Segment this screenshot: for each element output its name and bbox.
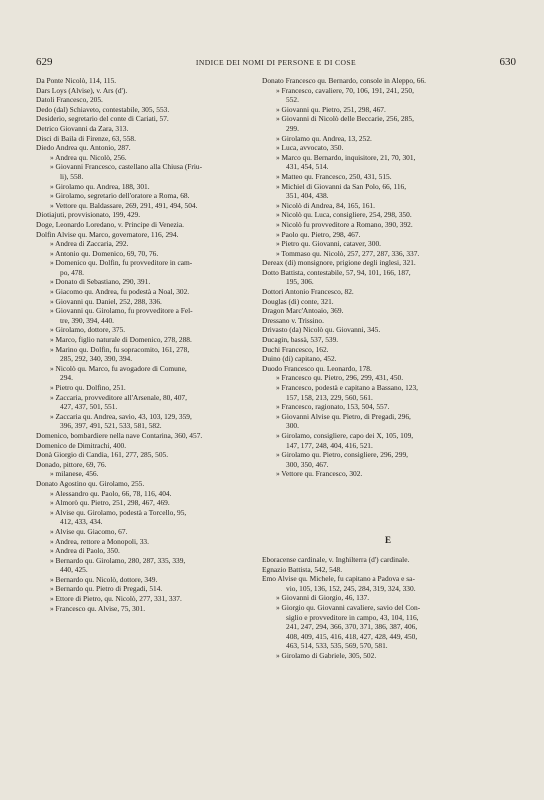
section-letter: E: [384, 535, 391, 545]
index-subentry: » Pietro qu. Dolfino, 251.: [50, 383, 126, 392]
index-continuation: 300.: [286, 421, 299, 431]
index-subentry: » Francesco qu. Pietro, 296, 299, 431, 450.: [276, 373, 404, 383]
index-subentry: » Girolamo, dottore, 375.: [50, 325, 126, 335]
index-continuation: vio, 105, 136, 152, 245, 284, 319, 324, 330.: [286, 583, 416, 593]
index-subentry: » Zaccaria, provveditore all'Arsenale, 80, 407,: [50, 392, 187, 402]
index-entry: Dotto Battista, contestabile, 57, 94, 101, 166, 187,: [262, 267, 411, 277]
index-entry: Dragon Marc'Antoaio, 369.: [262, 306, 344, 316]
index-subentry: » Marco qu. Bernardo, inquisitore, 21, 70, 301,: [276, 152, 416, 162]
index-subentry: » Girolamo qu. Andrea, 188, 301.: [50, 181, 150, 191]
index-continuation: 351, 404, 438.: [286, 191, 329, 201]
index-subentry: » Girolamo, consigliere, capo dei X, 105, 109,: [276, 430, 414, 440]
index-subentry: » Vettore qu. Francesco, 302.: [276, 469, 363, 479]
index-continuation: tre, 390, 394, 440.: [60, 315, 114, 325]
index-subentry: » Giovanni qu. Girolamo, fu provveditore a Fel-: [50, 306, 193, 316]
index-subentry: » Matteo qu. Francesco, 250, 431, 515.: [276, 171, 392, 181]
index-subentry: » Andrea di Zaccaria, 292.: [50, 239, 129, 249]
index-continuation: 408, 409, 415, 416, 418, 427, 428, 449, 450,: [286, 631, 418, 641]
index-subentry: » Alvise qu. Girolamo, podestà a Torcello, 95,: [50, 507, 187, 517]
index-entry: Domenico de Dimitrachi, 400.: [36, 440, 127, 450]
index-subentry: » Vettore qu. Baldassare, 269, 291, 491, 494, 504.: [50, 200, 198, 210]
page-header: [36, 56, 516, 70]
index-subentry: » Giacomo qu. Andrea, fu podestà a Noal, 302.: [50, 287, 190, 297]
index-entry: Diotiajuti, provvisionato, 199, 429.: [36, 210, 141, 220]
index-entry: Domenico, bombardiere nella nave Contarina, 360, 457.: [36, 430, 203, 440]
index-subentry: » Giovanni qu. Pietro, 251, 298, 467.: [276, 104, 386, 114]
index-subentry: » Nicolò fu provveditore a Romano, 390, 392.: [276, 219, 413, 229]
index-entry: Donato Francesco qu. Bernardo, console in Aleppo, 66.: [262, 76, 426, 85]
index-subentry: » Bernardo qu. Nicolò, dottore, 349.: [50, 574, 158, 584]
index-entry: Duodo Francesco qu. Leonardo, 178.: [262, 363, 372, 373]
index-continuation: 427, 437, 501, 551.: [60, 402, 118, 412]
index-subentry: » Girolamo di Gabriele, 305, 502.: [276, 650, 377, 660]
index-subentry: » Giovanni di Nicolò delle Beccarie, 256, 285,: [276, 114, 414, 124]
index-subentry: » Alvise qu. Giacomo, 67.: [50, 526, 128, 536]
index-entry: Donà Giorgio di Candia, 161, 277, 285, 505.: [36, 450, 169, 460]
index-entry: Dolfin Alvise qu. Marco, governatore, 116, 294.: [36, 229, 179, 239]
index-entry: Doge, Leonardo Loredano, v. Principe di Venezia.: [36, 219, 184, 229]
index-continuation: li), 558.: [60, 171, 84, 181]
index-entry: Dressano v. Trissino.: [262, 315, 324, 325]
right-index-column: [262, 76, 514, 479]
index-continuation: 294.: [60, 373, 73, 383]
index-subentry: » Marino qu. Dolfin, fu sopracomito, 161, 278,: [50, 344, 190, 354]
index-entry: Disci di Baila di Firenze, 63, 558.: [36, 133, 136, 143]
index-entry: Douglas (di) conte, 321.: [262, 296, 334, 306]
index-subentry: » Ettore di Pietro, qu. Nicolò, 277, 331, 337.: [50, 594, 182, 604]
index-subentry: » Giovanni di Giorgio, 46, 137.: [276, 593, 370, 603]
index-subentry: » Donato di Sebastiano, 290, 391.: [50, 277, 151, 287]
index-subentry: » Francesco qu. Alvise, 75, 301.: [50, 603, 146, 613]
index-subentry: » Francesco, podestà e capitano a Bassano, 123,: [276, 383, 419, 392]
index-entry: Emo Alvise qu. Michele, fu capitano a Padova e sa-: [262, 574, 415, 584]
index-continuation: 299.: [286, 123, 299, 133]
index-continuation: 300, 350, 467.: [286, 459, 329, 469]
index-continuation: 195, 306.: [286, 277, 314, 287]
index-continuation: 440, 425.: [60, 565, 88, 575]
index-continuation: 147, 177, 248, 404, 416, 521.: [286, 440, 373, 450]
index-subentry: » Antonio qu. Domenico, 69, 70, 76.: [50, 248, 159, 258]
index-subentry: » Giovanni Alvise qu. Pietro, di Pregadi, 296,: [276, 411, 411, 421]
index-subentry: » Zaccaria qu. Andrea, savio, 43, 103, 129, 359,: [50, 411, 192, 421]
index-subentry: » Francesco, cavaliere, 70, 106, 191, 241, 250,: [276, 85, 414, 95]
index-subentry: » Marco, figlio naturale di Domenico, 278, 288.: [50, 335, 192, 345]
index-subentry: » Francesco, ragionato, 153, 504, 557.: [276, 402, 390, 412]
index-subentry: » Nicolò qu. Marco, fu avogadore di Comune,: [50, 363, 187, 373]
index-subentry: » Andrea, rettore a Monopoli, 33.: [50, 536, 149, 546]
index-subentry: » Nicolò qu. Luca, consigliere, 254, 298, 350.: [276, 210, 412, 220]
index-subentry: » Andrea di Paolo, 350.: [50, 546, 120, 556]
index-entry: Eboracense cardinale, v. Inghilterra (d') cardinale.: [262, 555, 410, 564]
index-subentry: » Giorgio qu. Giovanni cavaliere, savio del Con-: [276, 602, 421, 612]
index-continuation: 285, 292, 340, 390, 394.: [60, 354, 133, 364]
index-continuation: 431, 454, 514.: [286, 162, 329, 172]
index-subentry: » Girolamo qu. Andrea, 13, 252.: [276, 133, 372, 143]
index-continuation: 396, 397, 491, 521, 533, 581, 582.: [60, 421, 162, 431]
index-subentry: » Andrea qu. Nicolò, 256.: [50, 152, 127, 162]
index-entry: Dottori Antonio Francesco, 82.: [262, 287, 354, 297]
index-entry: Desiderio, segretario del conte di Cariati, 57.: [36, 114, 169, 124]
index-continuation: 463, 514, 533, 535, 569, 570, 581.: [286, 641, 388, 651]
index-subentry: » Girolamo, segretario dell'oratore a Roma, 68.: [50, 191, 190, 201]
index-entry: Dars Loys (Alvise), v. Ars (d').: [36, 85, 128, 95]
index-entry: Dereax (di) monsignore, prigione degli inglesi, 321.: [262, 258, 416, 268]
index-entry: Dedo (dal) Schiaveto, contestabile, 305, 553.: [36, 104, 170, 114]
left-index-column: [36, 76, 254, 613]
index-entry: Ducagin, bassà, 537, 539.: [262, 335, 339, 345]
index-subentry: » Giovanni qu. Daniel, 252, 288, 336.: [50, 296, 162, 306]
index-subentry: » Domenico qu. Dolfin, fu provveditore in cam-: [50, 258, 193, 268]
left-page-number: 629: [36, 56, 53, 68]
index-subentry: » Almorò qu. Pietro, 251, 298, 467, 469.: [50, 498, 170, 508]
index-entry: Egnazio Battista, 542, 548.: [262, 564, 343, 574]
index-entry: Duchi Francesco, 162.: [262, 344, 329, 354]
index-entry: Da Ponte Nicolò, 114, 115.: [36, 76, 117, 85]
index-subentry: » Paolo qu. Pietro, 298, 467.: [276, 229, 361, 239]
index-entry: Detrico Giovanni da Zara, 313.: [36, 123, 129, 133]
index-continuation: siglio e provveditore in campo, 43, 104, 116,: [286, 612, 419, 622]
index-continuation: 552.: [286, 95, 299, 105]
index-subentry: » Alessandro qu. Paolo, 66, 78, 116, 404.: [50, 488, 172, 498]
index-continuation: 412, 433, 434.: [60, 517, 103, 527]
index-subentry: » Michiel di Giovanni da San Polo, 66, 116,: [276, 181, 407, 191]
index-subentry: » Bernardo qu. Pietro di Pregadi, 514.: [50, 584, 163, 594]
index-subentry: » Giovanni Francesco, castellano alla Chiusa (Friu-: [50, 162, 203, 172]
right-index-column-e: [262, 555, 514, 661]
index-entry: Donado, pittore, 69, 76.: [36, 459, 107, 469]
index-subentry: » Girolamo qu. Pietro, consigliere, 296, 299,: [276, 450, 408, 460]
index-continuation: 241, 247, 294, 366, 370, 371, 386, 387, 406,: [286, 622, 418, 632]
index-continuation: po, 478.: [60, 267, 85, 277]
index-entry: Duino (di) capitano, 452.: [262, 354, 337, 364]
index-subentry: » Pietro qu. Giovanni, cataver, 300.: [276, 239, 381, 249]
index-subentry: » milanese, 456.: [50, 469, 99, 479]
index-entry: Drivasto (da) Nicolò qu. Giovanni, 345.: [262, 325, 381, 335]
running-title: INDICE DEI NOMI DI PERSONE E DI COSE: [195, 58, 357, 67]
index-continuation: 157, 158, 213, 229, 560, 561.: [286, 392, 373, 402]
index-subentry: » Luca, avvocato, 350.: [276, 143, 344, 153]
index-entry: Donato Agostino qu. Girolamo, 255.: [36, 478, 145, 488]
index-subentry: » Nicolò di Andrea, 84, 165, 161.: [276, 200, 375, 210]
index-entry: Datoli Francesco, 205.: [36, 95, 103, 105]
index-subentry: » Bernardo qu. Girolamo, 280, 287, 335, 339,: [50, 555, 186, 565]
index-subentry: » Tommaso qu. Nicolò, 257, 277, 287, 336, 337.: [276, 248, 420, 258]
index-entry: Diedo Andrea qu. Antonio, 287.: [36, 143, 131, 153]
right-page-number: 630: [499, 56, 516, 68]
